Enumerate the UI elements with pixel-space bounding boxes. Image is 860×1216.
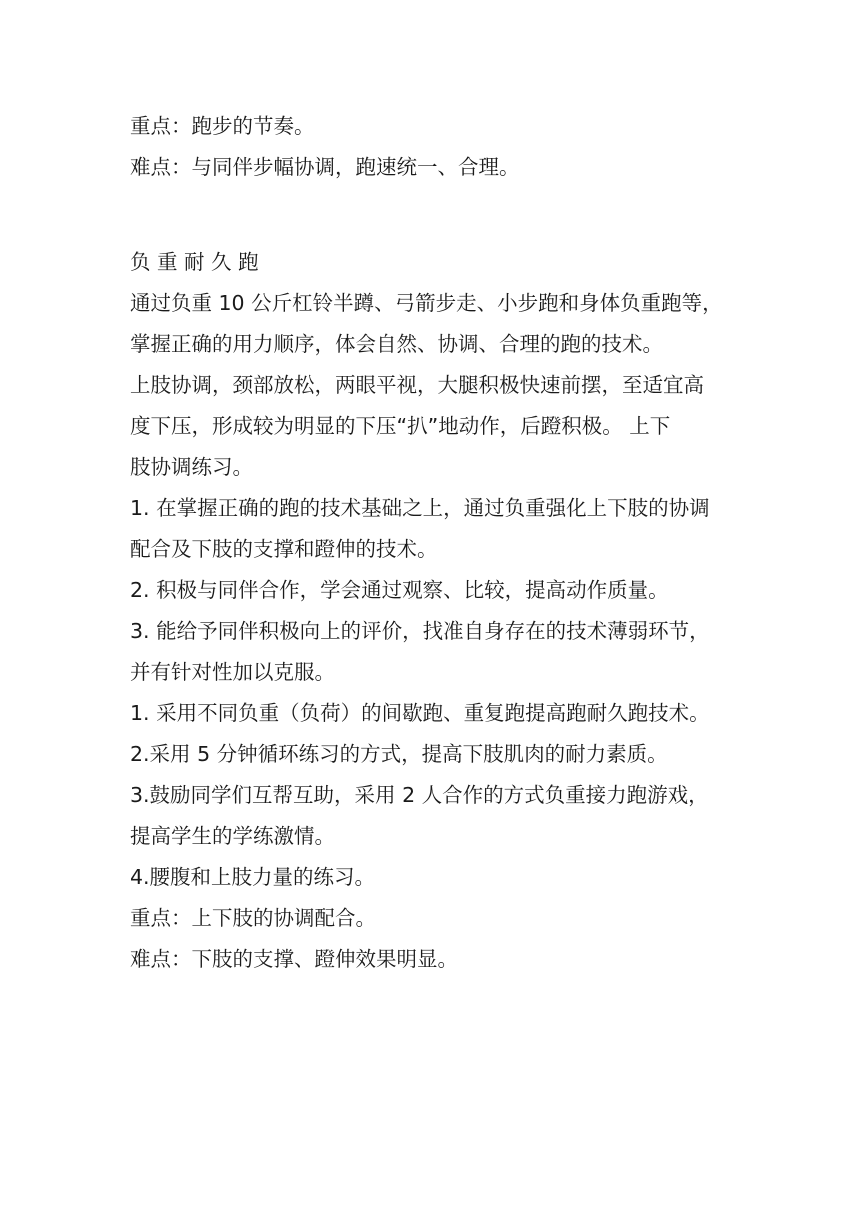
method-item: 1. 采用不同负重（负荷）的间歇跑、重复跑提高跑耐久跑技术。 xyxy=(130,701,710,725)
key-point-1: 重点：跑步的节奏。 xyxy=(130,114,315,138)
objective-item: 3. 能给予同伴积极向上的评价，找准自身存在的技术薄弱环节， xyxy=(130,619,710,643)
objective-item: 2. 积极与同伴合作，学会通过观察、比较，提高动作质量。 xyxy=(130,578,669,602)
section-2 xyxy=(130,242,732,980)
objective-item: 配合及下肢的支撑和蹬伸的技术。 xyxy=(130,537,438,561)
method-item: 3.鼓励同学们互帮互助，采用 2 人合作的方式负重接力跑游戏， xyxy=(130,783,709,807)
technique-line: 度下压，形成较为明显的下压“扒”地动作，后蹬积极。 上下 xyxy=(130,414,671,438)
technique-line: 上肢协调，颈部放松，两眼平视，大腿积极快速前摆，至适宜高 xyxy=(130,373,704,397)
difficulty-1: 难点：与同伴步幅协调，跑速统一、合理。 xyxy=(130,155,520,179)
section-1 xyxy=(130,106,732,188)
method-item: 2.采用 5 分钟循环练习的方式，提高下肢肌肉的耐力素质。 xyxy=(130,742,668,766)
method-item: 提高学生的学练激情。 xyxy=(130,824,335,848)
objective-item: 并有针对性加以克服。 xyxy=(130,660,335,684)
key-point-2: 重点：上下肢的协调配合。 xyxy=(130,906,376,930)
goal-line: 掌握正确的用力顺序，体会自然、协调、合理的跑的技术。 xyxy=(130,332,663,356)
method-item: 4.腰腹和上肢力量的练习。 xyxy=(130,865,376,889)
difficulty-2: 难点：下肢的支撑、蹬伸效果明显。 xyxy=(130,947,458,971)
technique-line: 肢协调练习。 xyxy=(130,455,253,479)
section-title: 负 重 耐 久 跑 xyxy=(130,250,259,274)
objective-item: 1. 在掌握正确的跑的技术基础之上，通过负重强化上下肢的协调 xyxy=(130,496,710,520)
goal-line: 通过负重 10 公斤杠铃半蹲、弓箭步走、小步跑和身体负重跑等， xyxy=(130,291,723,315)
